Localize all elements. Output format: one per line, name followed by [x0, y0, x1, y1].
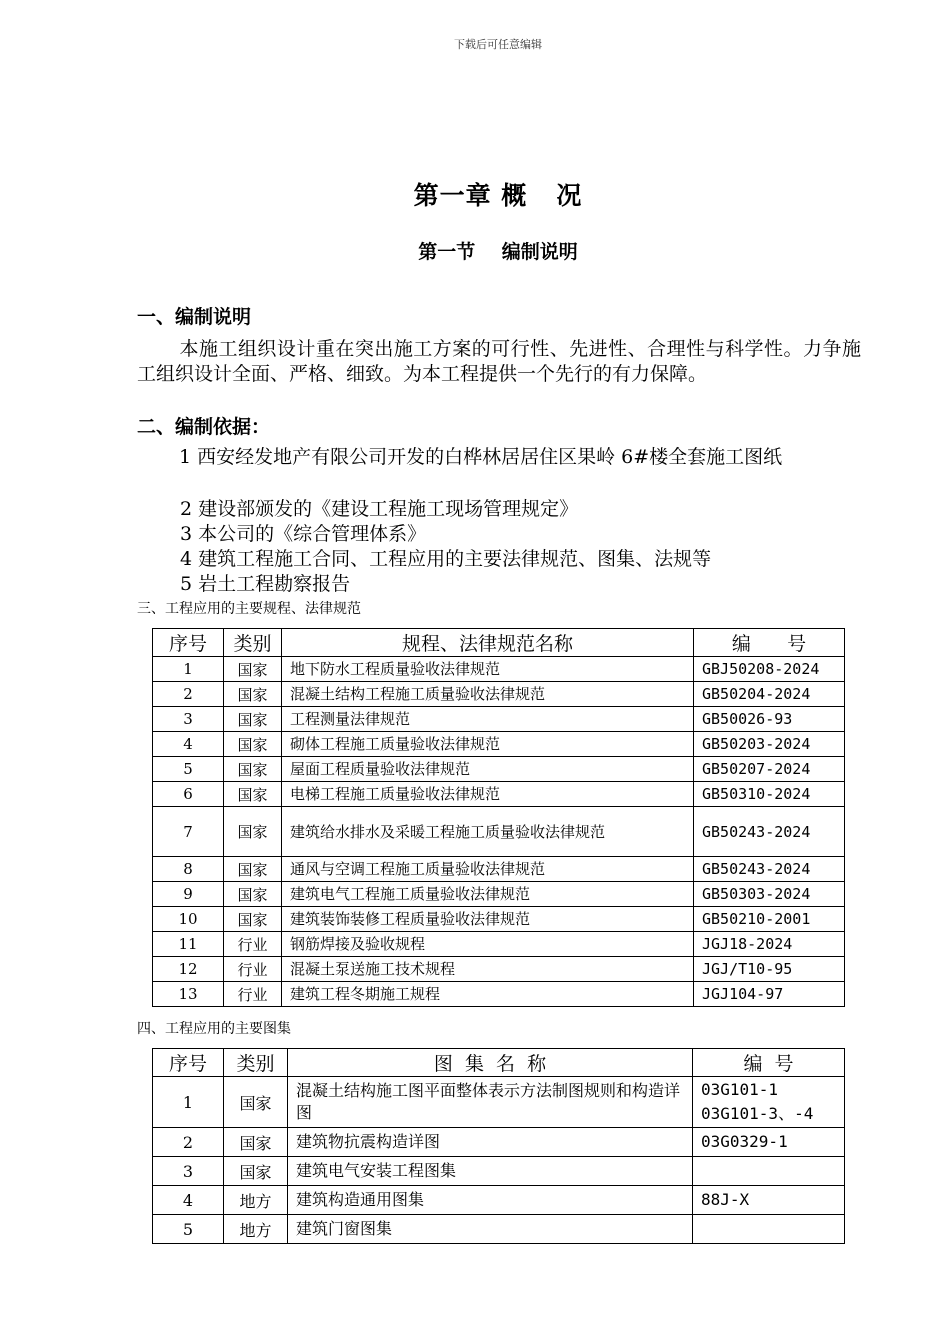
cell-category: 国家 — [224, 1157, 288, 1186]
basis-item-1 — [137, 445, 861, 470]
cell-code: GB50203-2024 — [694, 732, 845, 757]
col-header-no: 序号 — [153, 1049, 224, 1077]
table-header-row — [153, 629, 845, 657]
cell-name: 混凝土泵送施工技术规程 — [282, 957, 694, 982]
cell-code: 88J-X — [693, 1186, 845, 1215]
cell-category: 国家 — [224, 682, 282, 707]
table-row — [153, 982, 845, 1007]
table-row — [153, 657, 845, 682]
cell-code: JGJ18-2024 — [694, 932, 845, 957]
chapter-title: 第一章 概 况 — [413, 181, 583, 210]
cell-name: 混凝土结构施工图平面整体表示方法制图规则和构造详图 — [288, 1077, 693, 1128]
cell-code — [693, 1077, 845, 1128]
cell-name: 砌体工程施工质量验收法律规范 — [282, 732, 694, 757]
col-header-no: 序号 — [153, 629, 224, 657]
part1-paragraph — [137, 337, 861, 387]
cell-code-line: 03G101-1 — [701, 1080, 779, 1099]
cell-category: 国家 — [224, 732, 282, 757]
cell-no: 13 — [153, 982, 224, 1007]
cell-category: 国家 — [224, 707, 282, 732]
col-header-category: 类别 — [224, 1049, 288, 1077]
cell-no: 10 — [153, 907, 224, 932]
cell-code: GB50243-2024 — [694, 807, 845, 857]
cell-name: 建筑装饰装修工程质量验收法律规范 — [282, 907, 694, 932]
cell-name: 建筑给水排水及采暖工程施工质量验收法律规范 — [282, 807, 694, 857]
cell-code — [693, 1215, 845, 1244]
cell-no: 2 — [153, 1128, 224, 1157]
cell-no: 4 — [153, 1186, 224, 1215]
table-row — [153, 932, 845, 957]
table-row — [153, 732, 845, 757]
table-row — [153, 1186, 845, 1215]
table-row — [153, 1128, 845, 1157]
cell-code: GB50310-2024 — [694, 782, 845, 807]
cell-code: JGJ/T10-95 — [694, 957, 845, 982]
cell-name: 地下防水工程质量验收法律规范 — [282, 657, 694, 682]
table1-caption: 三、工程应用的主要规程、法律规范 — [137, 601, 361, 617]
cell-category: 国家 — [224, 757, 282, 782]
cell-code: GB50243-2024 — [694, 857, 845, 882]
cell-name: 建筑工程冬期施工规程 — [282, 982, 694, 1007]
cell-no: 8 — [153, 857, 224, 882]
cell-no: 9 — [153, 882, 224, 907]
cell-category: 行业 — [224, 982, 282, 1007]
cell-code: GB50204-2024 — [694, 682, 845, 707]
cell-category: 国家 — [224, 657, 282, 682]
cell-no: 7 — [153, 807, 224, 857]
basis-item-text: 1 西安经发地产有限公司开发的白桦林居居住区果岭 6#楼全套施工图纸 — [179, 446, 783, 468]
header-note: 下载后可任意编辑 — [454, 38, 542, 51]
table-row — [153, 1215, 845, 1244]
cell-no: 5 — [153, 757, 224, 782]
cell-no: 12 — [153, 957, 224, 982]
part2-heading: 二、编制依据： — [137, 416, 271, 438]
cell-name: 建筑构造通用图集 — [288, 1186, 693, 1215]
table-row — [153, 907, 845, 932]
table-row — [153, 807, 845, 857]
cell-no: 3 — [153, 1157, 224, 1186]
cell-code — [693, 1157, 845, 1186]
table-row — [153, 707, 845, 732]
cell-no: 5 — [153, 1215, 224, 1244]
cell-code: GB50210-2001 — [694, 907, 845, 932]
cell-name: 钢筋焊接及验收规程 — [282, 932, 694, 957]
basis-item-5: 5 岩土工程勘察报告 — [180, 573, 351, 595]
basis-item-3: 3 本公司的《综合管理体系》 — [180, 523, 427, 545]
cell-category: 国家 — [224, 1128, 288, 1157]
section-title: 第一节 编制说明 — [418, 241, 578, 263]
cell-name: 电梯工程施工质量验收法律规范 — [282, 782, 694, 807]
col-header-code: 编 号 — [693, 1049, 845, 1077]
cell-no: 1 — [153, 657, 224, 682]
cell-code: GB50026-93 — [694, 707, 845, 732]
cell-name: 建筑物抗震构造详图 — [288, 1128, 693, 1157]
table-row — [153, 882, 845, 907]
col-header-code: 编 号 — [694, 629, 845, 657]
cell-category: 行业 — [224, 957, 282, 982]
cell-no: 2 — [153, 682, 224, 707]
cell-category: 行业 — [224, 932, 282, 957]
cell-category: 国家 — [224, 1077, 288, 1128]
table2-caption: 四、工程应用的主要图集 — [137, 1021, 291, 1037]
cell-code: 03G0329-1 — [693, 1128, 845, 1157]
cell-no: 6 — [153, 782, 224, 807]
cell-category: 国家 — [224, 882, 282, 907]
cell-name: 混凝土结构工程施工质量验收法律规范 — [282, 682, 694, 707]
part1-paragraph-text: 本施工组织设计重在突出施工方案的可行性、先进性、合理性与科学性。力争施工组织设计全面、严格、细致。为本工程提供一个先行的有力保障。 — [137, 338, 861, 385]
table-row — [153, 1077, 845, 1128]
table-row — [153, 682, 845, 707]
table-row — [153, 857, 845, 882]
cell-no: 3 — [153, 707, 224, 732]
part1-heading: 一、编制说明 — [137, 306, 252, 328]
basis-item-4: 4 建筑工程施工合同、工程应用的主要法律规范、图集、法规等 — [180, 548, 712, 570]
cell-code: GBJ50208-2024 — [694, 657, 845, 682]
regulations-table — [152, 628, 845, 1007]
table-row — [153, 1157, 845, 1186]
cell-name: 建筑电气工程施工质量验收法律规范 — [282, 882, 694, 907]
cell-code: GB50303-2024 — [694, 882, 845, 907]
cell-code-line: 03G101-3、-4 — [701, 1104, 814, 1123]
cell-name: 建筑门窗图集 — [288, 1215, 693, 1244]
cell-no: 1 — [153, 1077, 224, 1128]
col-header-name: 图 集 名 称 — [288, 1049, 693, 1077]
cell-category: 国家 — [224, 907, 282, 932]
cell-no: 11 — [153, 932, 224, 957]
basis-item-2: 2 建设部颁发的《建设工程施工现场管理规定》 — [180, 498, 579, 520]
cell-category: 地方 — [224, 1186, 288, 1215]
cell-name: 建筑电气安装工程图集 — [288, 1157, 693, 1186]
col-header-name: 规程、法律规范名称 — [282, 629, 694, 657]
cell-category: 国家 — [224, 807, 282, 857]
atlas-table — [152, 1048, 845, 1244]
cell-no: 4 — [153, 732, 224, 757]
cell-code: JGJ104-97 — [694, 982, 845, 1007]
cell-code: GB50207-2024 — [694, 757, 845, 782]
cell-category: 国家 — [224, 857, 282, 882]
cell-name: 屋面工程质量验收法律规范 — [282, 757, 694, 782]
table-header-row — [153, 1049, 845, 1077]
cell-category: 国家 — [224, 782, 282, 807]
cell-name: 通风与空调工程施工质量验收法律规范 — [282, 857, 694, 882]
cell-name: 工程测量法律规范 — [282, 707, 694, 732]
table-row — [153, 957, 845, 982]
col-header-category: 类别 — [224, 629, 282, 657]
table-row — [153, 757, 845, 782]
table-row — [153, 782, 845, 807]
cell-category: 地方 — [224, 1215, 288, 1244]
